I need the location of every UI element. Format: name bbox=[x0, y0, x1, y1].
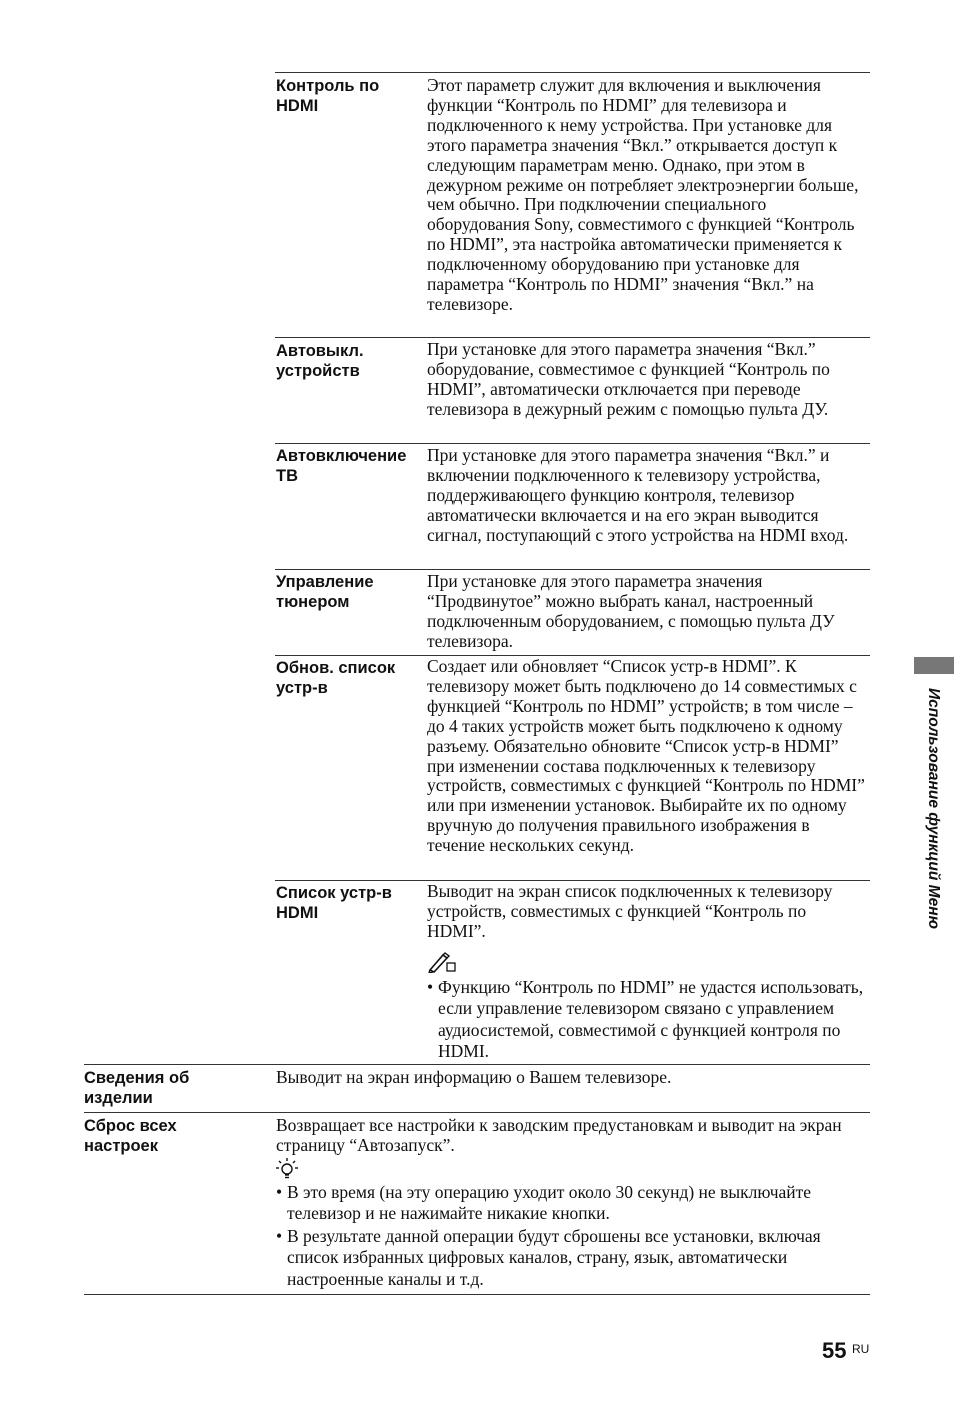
lightbulb-hint-icon bbox=[276, 1158, 866, 1182]
row-divider bbox=[275, 443, 870, 444]
table-bottom-rule bbox=[84, 1294, 870, 1295]
page-number: 55 bbox=[822, 1338, 847, 1363]
term-hdmi-device-list: Список устр-в HDMI bbox=[276, 884, 392, 922]
tip-item: • В это время (на эту операцию уходит около 30 секунд) не выключайте телевизор и не нажимайте никакие кнопки. bbox=[276, 1182, 866, 1225]
term-auto-device-off: Автовыкл. устройств bbox=[276, 342, 364, 380]
row-divider bbox=[275, 569, 870, 570]
desc-auto-device-off: При установке для этого параметра значения “Вкл.” оборудование, совместимое с функцией “Контроль по HDMI”, автоматически отключается при переводе телевизора в дежурный режим с помощью пульта ДУ. bbox=[427, 339, 830, 419]
desc-auto-tv-on: При установке для этого параметра значения “Вкл.” и включении подключенного к телевизору устройства, поддерживающего функцию контроля, телевизор автоматически включается и на его экран выводится сигнал, поступающий с этого устройства на HDMI вход. bbox=[427, 445, 849, 545]
desc-tuner-control: При установке для этого параметра значения “Продвинутое” можно выбрать канал, настроенный подключенным оборудованием, с помощью пульта ДУ телевизора. bbox=[427, 571, 835, 651]
row-divider bbox=[275, 72, 870, 73]
section-side-label: Использование функций Меню bbox=[925, 688, 942, 929]
term-auto-tv-on: Автовключение ТВ bbox=[276, 447, 407, 485]
term-update-device-list: Обнов. список устр-в bbox=[276, 659, 396, 697]
term-factory-reset: Сброс всех настроек bbox=[84, 1117, 177, 1155]
tip-item: • В результате данной операции будут сброшены все установки, включая список избранных цифровых каналов, страну, язык, автоматически настроенные каналы и т.д. bbox=[276, 1226, 866, 1291]
section-tab-marker bbox=[914, 657, 954, 674]
row-divider bbox=[275, 337, 870, 338]
desc-update-device-list: Создает или обновляет “Список устр-в HDMI”. К телевизору может быть подключено до 14 совместимых с функцией “Контроль по HDMI” устройств; в том числе – до 4 таких устройств может быть подключено к одному разъему. Обязательно обновите “Список устр-в HDMI” при изменении состава подключенных к телевизору устройств, совместимых с функцией “Контроль по HDMI” или при изменении установок. Выбирайте их по одному вручную до получения правильного изображения в течение нескольких секунд. bbox=[427, 656, 865, 856]
term-hdmi-control: Контроль по HDMI bbox=[276, 77, 380, 115]
desc-factory-reset: Возвращает все настройки к заводским предустановкам и выводит на экран страницу “Автозапуск”. • В это время (на эту операцию уходит около 30 секунд) не выключайте телевизор и не нажимайте никакие кнопки. • В результате данной операции будут сброшены все установки, включая список избранных цифровых каналов, страну, язык, автоматически настроенные каналы и т.д. bbox=[276, 1116, 866, 1290]
term-product-info: Сведения об изделии bbox=[84, 1069, 190, 1107]
row-divider bbox=[84, 1064, 870, 1065]
row-divider bbox=[84, 1112, 870, 1113]
desc-product-info: Выводит на экран информацию о Вашем телевизоре. bbox=[276, 1067, 672, 1087]
term-tuner-control: Управление тюнером bbox=[276, 573, 374, 611]
desc-hdmi-device-list: Выводит на экран список подключенных к телевизору устройств, совместимых с функцией “Контроль по HDMI”. • Функцию “Контроль по HDMI” не удастся использовать, если управление телевизором связано с управлением аудиосистемой, совместимой с функцией контроля по HDMI. bbox=[427, 882, 865, 1063]
pencil-note-icon bbox=[427, 951, 865, 975]
note-text: • Функцию “Контроль по HDMI” не удастся использовать, если управление телевизором связано с управлением аудиосистемой, совместимой с функцией контроля по HDMI. bbox=[427, 977, 865, 1063]
page-language-suffix: RU bbox=[852, 1342, 870, 1356]
desc-hdmi-control: Этот параметр служит для включения и выключения функции “Контроль по HDMI” для телевизора и подключенного к нему устройства. При установке для этого параметра значения “Вкл.” открывается доступ к следующим параметрам меню. Однако, при этом в дежурном режиме он потребляет электроэнергии больше, чем обычно. При подключении специального оборудования Sony, совместимого с функцией “Контроль по HDMI”, эта настройка автоматически применяется к подключенному оборудованию при установке для параметра “Контроль по HDMI” значения “Вкл.” на телевизоре. bbox=[427, 75, 859, 314]
